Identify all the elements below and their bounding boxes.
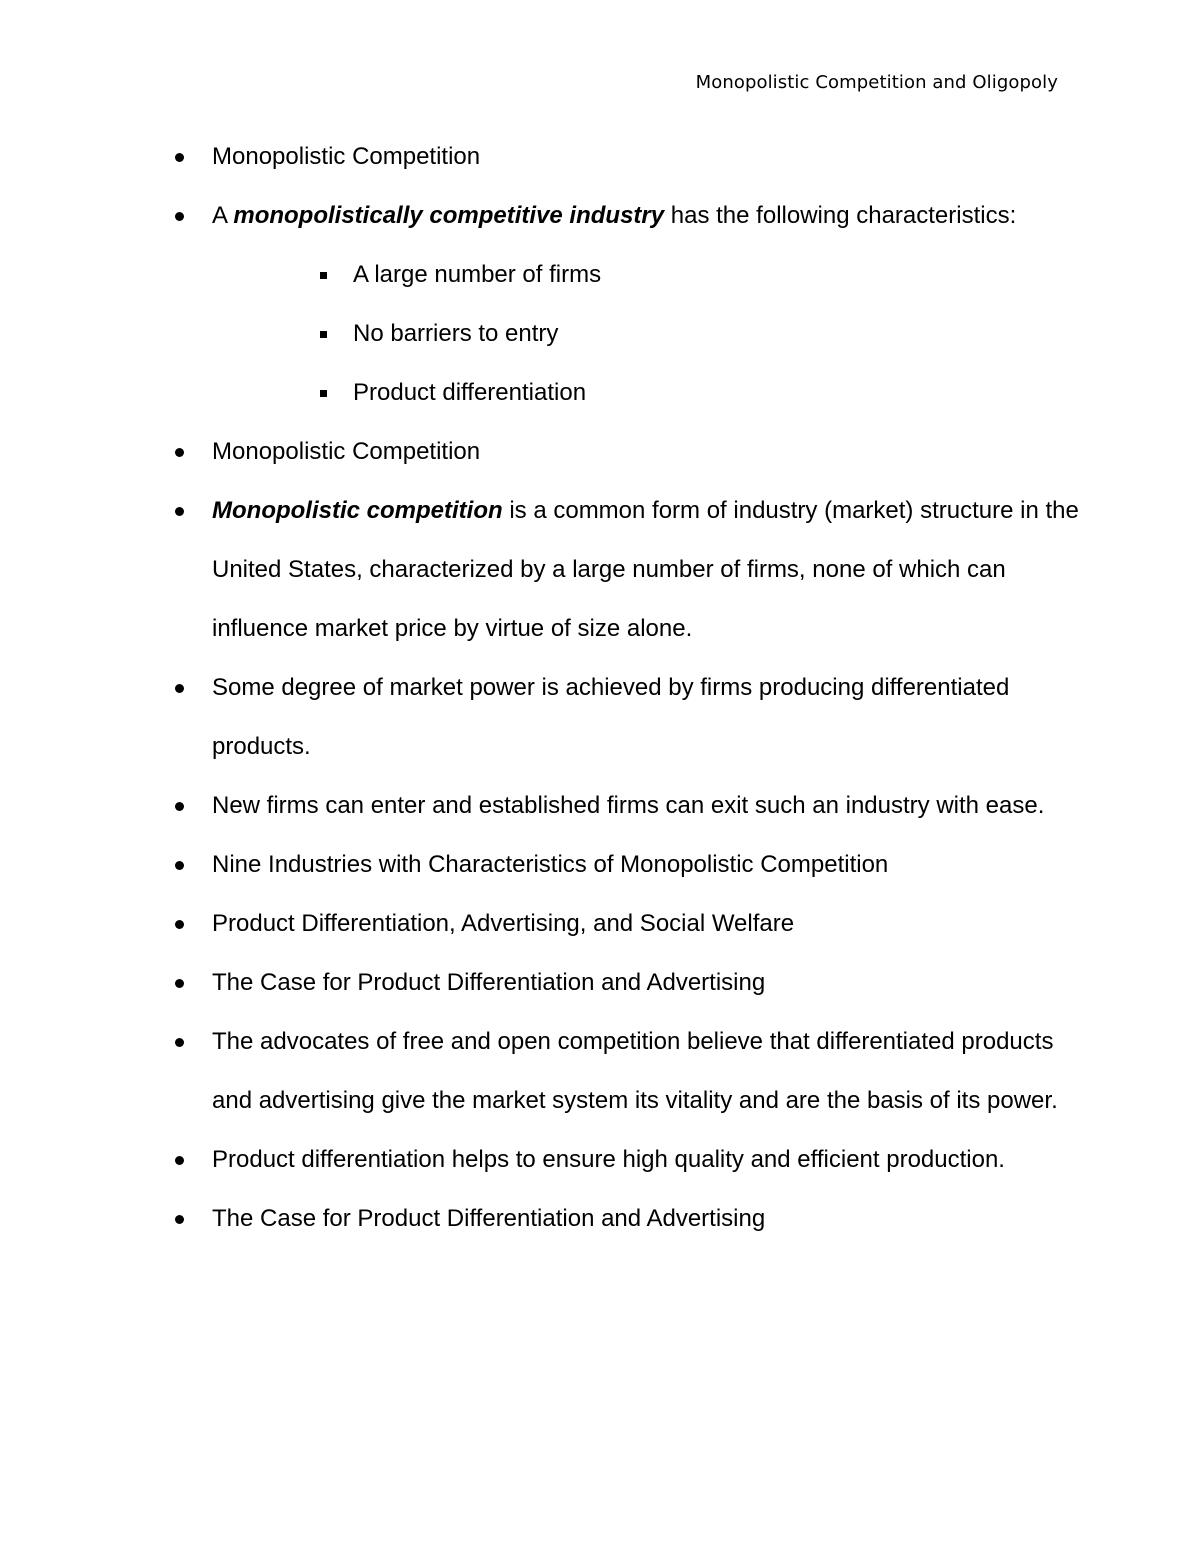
- list-item-text: Nine Industries with Characteristics of Monopolistic Competition: [212, 851, 889, 878]
- bullet-icon: [175, 1156, 184, 1165]
- list-item: [0, 127, 1200, 186]
- list-item: [0, 658, 1200, 776]
- list-item-text: Product differentiation helps to ensure high quality and efficient production.: [212, 1146, 1005, 1173]
- list-item-text: has the following characteristics:: [664, 202, 1017, 229]
- bullet-icon: [175, 212, 184, 221]
- list-item: [0, 894, 1200, 953]
- page-header-title: Monopolistic Competition and Oligopoly: [695, 72, 1058, 93]
- list-item-text: Product Differentiation, Advertising, and Social Welfare: [212, 910, 795, 937]
- sub-list-item: [0, 245, 1200, 304]
- square-bullet-icon: [320, 272, 327, 279]
- square-bullet-icon: [320, 390, 327, 397]
- list-item: [0, 422, 1200, 481]
- sub-list-item-text: No barriers to entry: [353, 320, 559, 347]
- bullet-icon: [175, 920, 184, 929]
- sub-list-item-text: Product differentiation: [353, 379, 587, 406]
- list-item: [0, 776, 1200, 835]
- list-item: [0, 481, 1200, 658]
- bullet-icon: [175, 861, 184, 870]
- list-item-text: Monopolistic Competition: [212, 143, 481, 170]
- bullet-icon: [175, 684, 184, 693]
- square-bullet-icon: [320, 331, 327, 338]
- bullet-list: [0, 127, 1200, 1248]
- sub-list-item-text: A large number of firms: [353, 261, 602, 288]
- list-item: [0, 1012, 1200, 1130]
- sub-list-item: [0, 304, 1200, 363]
- bullet-icon: [175, 448, 184, 457]
- list-item: [0, 186, 1200, 245]
- bullet-icon: [175, 1215, 184, 1224]
- bullet-icon: [175, 153, 184, 162]
- list-item-text-prefix: A: [212, 202, 234, 229]
- list-item-text: Some degree of market power is achieved by firms producing differentiated products.: [212, 674, 1010, 760]
- emphasized-term: Monopolistic competition: [212, 497, 503, 524]
- bullet-icon: [175, 802, 184, 811]
- list-item-text: The advocates of free and open competition believe that differentiated products and advertising give the market system its vitality and are the basis of its power.: [212, 1028, 1058, 1114]
- emphasized-term: monopolistically competitive industry: [233, 202, 665, 229]
- list-item-text: is a common form of industry (market) structure in the United States, characterized by a large number of firms, none of which can influence market price by virtue of size alone.: [212, 497, 1079, 642]
- list-item: [0, 1189, 1200, 1248]
- list-item: [0, 953, 1200, 1012]
- list-item-text: The Case for Product Differentiation and Advertising: [212, 1205, 766, 1232]
- list-item-text: Monopolistic Competition: [212, 438, 481, 465]
- list-item: [0, 835, 1200, 894]
- bullet-icon: [175, 979, 184, 988]
- list-item: [0, 1130, 1200, 1189]
- list-item-text: The Case for Product Differentiation and Advertising: [212, 969, 766, 996]
- list-item-text: New firms can enter and established firms can exit such an industry with ease.: [212, 792, 1045, 819]
- bullet-icon: [175, 1038, 184, 1047]
- bullet-icon: [175, 507, 184, 516]
- sub-list-item: [0, 363, 1200, 422]
